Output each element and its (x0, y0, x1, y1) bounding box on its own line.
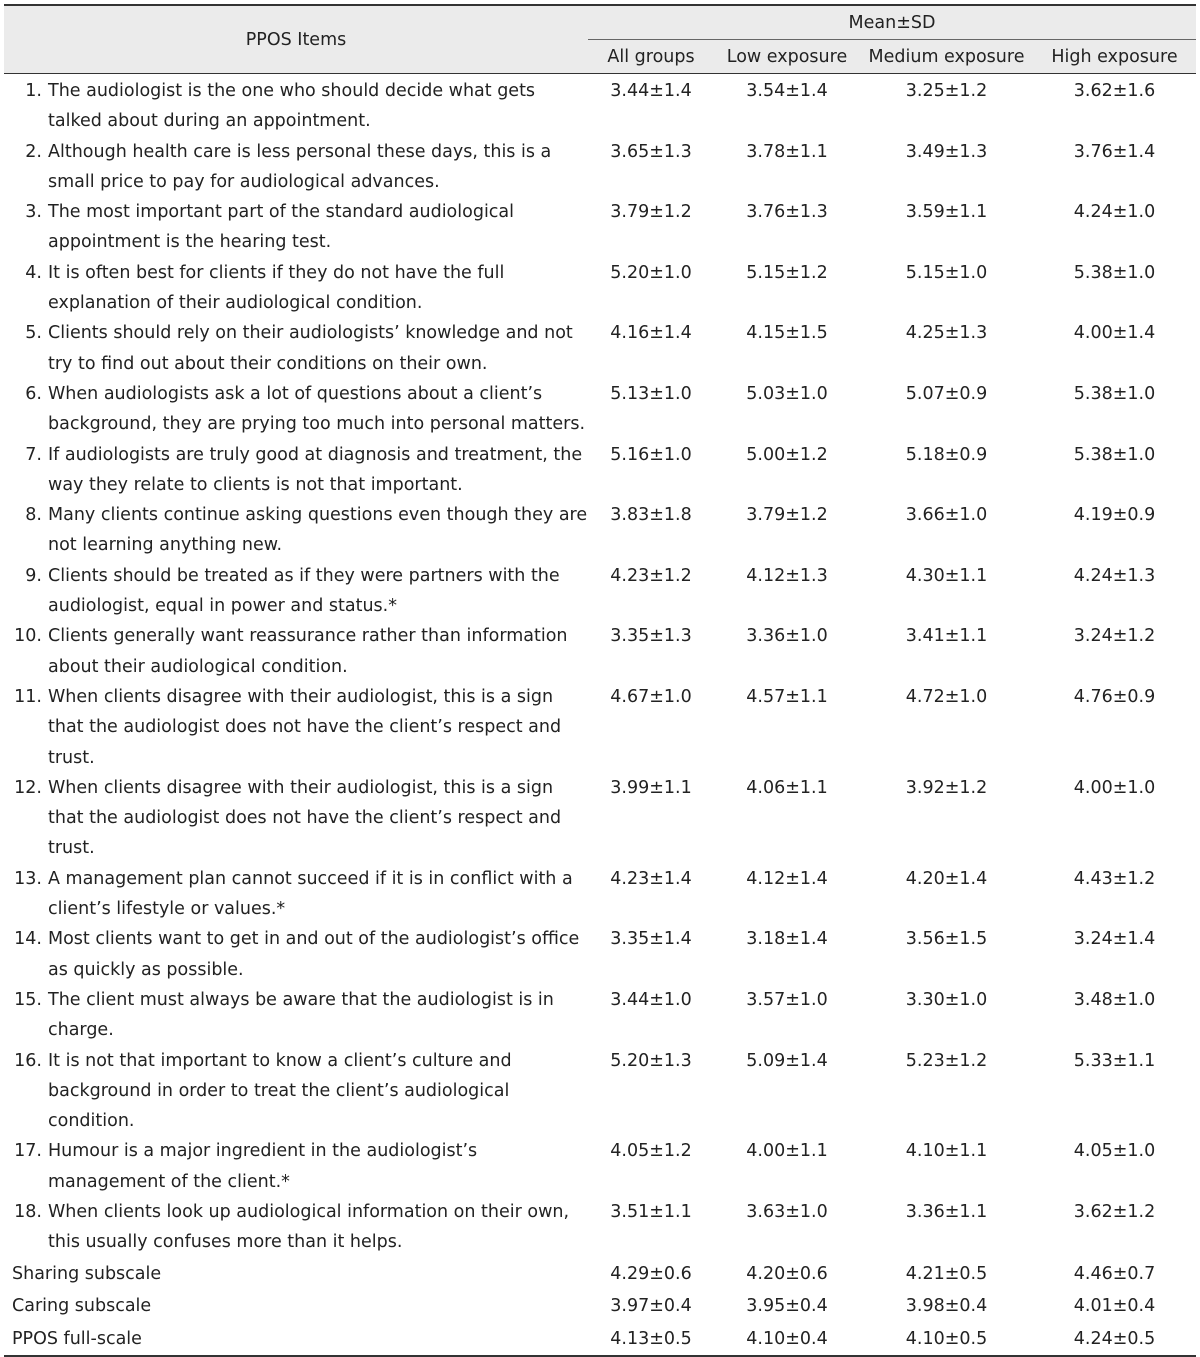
item-wrapper (4, 258, 588, 319)
item-cell (4, 379, 588, 440)
value-cell: 3.35±1.4 (610, 929, 692, 950)
table-row (4, 682, 1196, 773)
value-cell: 4.20±1.4 (905, 868, 988, 889)
value-cell: 4.00±1.1 (746, 1141, 828, 1162)
value-cell: 3.24±1.2 (1073, 626, 1156, 647)
table-row (4, 621, 1196, 682)
value-cell: 4.00±1.4 (1073, 323, 1156, 344)
value-cell: 4.72±1.0 (905, 686, 988, 707)
value-cell: 3.66±1.0 (905, 505, 988, 526)
item-text: Although health care is less personal these days, this is a small price to pay for audiological advances. (48, 141, 552, 192)
table-row (4, 1046, 1196, 1137)
item-cell (4, 1046, 588, 1137)
item-cell (4, 137, 588, 198)
value-cell: 3.48±1.0 (1073, 989, 1156, 1010)
value-cell: 3.65±1.3 (610, 141, 692, 162)
value-cell: 5.20±1.0 (610, 262, 692, 283)
table-row (4, 1197, 1196, 1258)
item-text: Most clients want to get in and out of the audiologist’s office as quickly as possible. (48, 929, 580, 980)
subscale-value-cell: 3.95±0.4 (746, 1296, 828, 1317)
value-cell: 3.44±1.0 (610, 989, 692, 1010)
table-row (4, 864, 1196, 925)
column-header-all-groups: All groups (588, 40, 714, 74)
table-row (4, 985, 1196, 1046)
value-cell: 5.23±1.2 (905, 1050, 988, 1071)
value-cell: 3.25±1.2 (905, 81, 988, 101)
subscale-value-cell: 4.21±0.5 (905, 1263, 988, 1284)
value-cell: 5.15±1.2 (746, 262, 828, 283)
table-row (4, 440, 1196, 501)
column-header-low-exposure: Low exposure (714, 40, 860, 74)
item-text: The client must always be aware that the audiologist is in charge. (48, 989, 554, 1041)
item-cell (4, 864, 588, 925)
table-row (4, 1136, 1196, 1197)
item-number: 12. (14, 777, 42, 798)
item-number: 10. (14, 626, 42, 647)
subscale-value-cell: 4.29±0.6 (610, 1263, 692, 1284)
mean-sd-header: Mean±SD (588, 5, 1196, 40)
item-text: Clients should be treated as if they were partners with the audiologist, equal in power and status.* (48, 565, 560, 617)
subscale-label: PPOS full-scale (4, 1323, 588, 1357)
item-number: 1. (25, 81, 42, 101)
item-wrapper (4, 500, 588, 561)
value-cell: 4.05±1.0 (1073, 1141, 1156, 1162)
value-cell: 5.20±1.3 (610, 1050, 692, 1071)
value-cell: 5.15±1.0 (905, 262, 988, 283)
item-number: 5. (25, 323, 42, 344)
column-header-high-exposure: High exposure (1033, 40, 1196, 74)
table-row (4, 318, 1196, 379)
item-cell (4, 985, 588, 1046)
value-cell: 3.49±1.3 (905, 141, 988, 162)
ppos-table-container (4, 4, 1196, 1357)
item-wrapper (4, 561, 588, 622)
value-cell: 5.16±1.0 (610, 444, 692, 465)
subscale-value-cell: 3.98±0.4 (905, 1296, 988, 1317)
item-wrapper (4, 773, 588, 864)
subscale-value-cell: 4.10±0.5 (860, 1323, 1033, 1357)
item-wrapper (4, 76, 588, 137)
item-text: When clients disagree with their audiologist, this is a sign that the audiologist does not have the client’s respect and trust. (48, 686, 562, 768)
item-text: Clients generally want reassurance rather than information about their audiological condition. (48, 626, 568, 677)
subscale-value-cell: 4.24±0.5 (1033, 1323, 1196, 1357)
item-number: 16. (14, 1050, 42, 1071)
value-cell: 4.16±1.4 (610, 323, 692, 344)
subscale-value-cell: 3.97±0.4 (610, 1296, 692, 1317)
item-number: 8. (25, 505, 42, 526)
value-cell: 5.03±1.0 (746, 383, 828, 404)
value-cell: 3.76±1.3 (746, 202, 828, 223)
item-number: 11. (14, 686, 42, 707)
item-text: Clients should rely on their audiologists’ knowledge and not try to find out about their conditions on their own. (48, 323, 573, 374)
item-wrapper (4, 682, 588, 773)
value-cell: 3.92±1.2 (905, 777, 988, 798)
value-cell: 4.30±1.1 (905, 565, 988, 586)
item-text: The audiologist is the one who should decide what gets talked about during an appointment. (48, 81, 536, 132)
table-body (4, 74, 1196, 1357)
table-row (4, 561, 1196, 622)
value-cell: 4.24±1.0 (1073, 202, 1156, 223)
item-text: When clients disagree with their audiologist, this is a sign that the audiologist does not have the client’s respect and trust. (48, 777, 562, 859)
value-cell: 5.38±1.0 (1073, 262, 1156, 283)
value-cell: 3.59±1.1 (905, 202, 988, 223)
subscale-label: Sharing subscale (12, 1263, 162, 1284)
subscale-row (4, 1290, 1196, 1323)
value-cell: 4.23±1.2 (610, 565, 692, 586)
value-cell: 5.18±0.9 (905, 444, 988, 465)
item-text: If audiologists are truly good at diagnosis and treatment, the way they relate to clients is not that important. (48, 444, 583, 495)
item-wrapper (4, 1136, 588, 1197)
item-wrapper (4, 379, 588, 440)
subscale-value-cell: 4.10±0.4 (714, 1323, 860, 1357)
item-cell (4, 1136, 588, 1197)
item-wrapper (4, 621, 588, 682)
value-cell: 3.57±1.0 (746, 989, 828, 1010)
item-number: 6. (25, 383, 42, 404)
subscale-value-cell: 4.46±0.7 (1073, 1263, 1156, 1284)
item-text: It is often best for clients if they do not have the full explanation of their audiological condition. (48, 262, 505, 314)
item-cell (4, 318, 588, 379)
table-row (4, 773, 1196, 864)
value-cell: 3.78±1.1 (746, 141, 828, 162)
item-number: 9. (25, 565, 42, 586)
subscale-label: Caring subscale (12, 1296, 152, 1317)
table-header (4, 5, 1196, 74)
value-cell: 3.35±1.3 (610, 626, 692, 647)
column-header-medium-exposure: Medium exposure (860, 40, 1033, 74)
items-column-header: PPOS Items (4, 5, 588, 74)
item-text: When audiologists ask a lot of questions about a client’s background, they are prying too much into personal matters. (48, 383, 586, 435)
item-wrapper (4, 318, 588, 379)
table-row (4, 924, 1196, 985)
item-wrapper (4, 1046, 588, 1137)
value-cell: 3.24±1.4 (1073, 929, 1156, 950)
item-text: The most important part of the standard audiological appointment is the hearing test. (48, 202, 515, 253)
table-row (4, 137, 1196, 198)
item-number: 13. (14, 868, 42, 889)
item-number: 15. (14, 989, 42, 1010)
value-cell: 3.99±1.1 (610, 777, 692, 798)
table-row (4, 500, 1196, 561)
value-cell: 4.24±1.3 (1073, 565, 1156, 586)
value-cell: 4.19±0.9 (1073, 505, 1156, 526)
subscale-value-cell: 4.01±0.4 (1073, 1296, 1156, 1317)
value-cell: 5.33±1.1 (1073, 1050, 1156, 1071)
item-cell (4, 773, 588, 864)
value-cell: 4.25±1.3 (905, 323, 988, 344)
table-row (4, 379, 1196, 440)
value-cell: 3.76±1.4 (1073, 141, 1156, 162)
ppos-table (4, 4, 1196, 1357)
item-cell (4, 1197, 588, 1258)
item-cell (4, 621, 588, 682)
item-text: Humour is a major ingredient in the audiologist’s management of the client.* (48, 1141, 478, 1192)
value-cell: 3.56±1.5 (905, 929, 988, 950)
item-wrapper (4, 924, 588, 985)
item-number: 4. (25, 262, 42, 283)
item-cell (4, 561, 588, 622)
value-cell: 4.10±1.1 (905, 1141, 988, 1162)
table-row (4, 74, 1196, 137)
value-cell: 4.43±1.2 (1073, 868, 1156, 889)
item-cell (4, 500, 588, 561)
subscale-value-cell: 4.20±0.6 (746, 1263, 828, 1284)
value-cell: 3.83±1.8 (610, 505, 692, 526)
value-cell: 3.18±1.4 (746, 929, 828, 950)
value-cell: 3.79±1.2 (610, 202, 692, 223)
item-wrapper (4, 985, 588, 1046)
value-cell: 5.09±1.4 (746, 1050, 828, 1071)
value-cell: 4.76±0.9 (1073, 686, 1156, 707)
subscale-row (4, 1258, 1196, 1291)
table-row (4, 258, 1196, 319)
value-cell: 4.23±1.4 (610, 868, 692, 889)
value-cell: 3.36±1.0 (746, 626, 828, 647)
value-cell: 3.36±1.1 (905, 1201, 988, 1222)
item-wrapper (4, 864, 588, 925)
item-cell (4, 258, 588, 319)
value-cell: 4.12±1.4 (746, 868, 828, 889)
subscale-value-cell: 4.13±0.5 (588, 1323, 714, 1357)
value-cell: 5.38±1.0 (1073, 444, 1156, 465)
item-cell (4, 197, 588, 258)
item-wrapper (4, 1197, 588, 1258)
value-cell: 4.12±1.3 (746, 565, 828, 586)
item-number: 3. (25, 202, 42, 223)
item-wrapper (4, 137, 588, 198)
value-cell: 3.79±1.2 (746, 505, 828, 526)
item-cell (4, 74, 588, 137)
item-number: 2. (25, 141, 42, 162)
item-text: A management plan cannot succeed if it is in conflict with a client’s lifestyle or values.* (48, 868, 573, 920)
item-number: 14. (14, 929, 42, 950)
item-wrapper (4, 197, 588, 258)
value-cell: 4.05±1.2 (610, 1141, 692, 1162)
value-cell: 4.00±1.0 (1073, 777, 1156, 798)
item-cell (4, 682, 588, 773)
item-text: When clients look up audiological information on their own, this usually confuses more than it helps. (48, 1201, 570, 1253)
table-row (4, 197, 1196, 258)
value-cell: 3.44±1.4 (610, 81, 692, 101)
value-cell: 4.67±1.0 (610, 686, 692, 707)
item-text: Many clients continue asking questions even though they are not learning anything new. (48, 505, 588, 556)
value-cell: 4.06±1.1 (746, 777, 828, 798)
value-cell: 5.00±1.2 (746, 444, 828, 465)
subscale-row (4, 1323, 1196, 1357)
value-cell: 3.63±1.0 (746, 1201, 828, 1222)
item-number: 7. (25, 444, 42, 465)
item-number: 17. (14, 1141, 42, 1162)
item-number: 18. (14, 1201, 42, 1222)
value-cell: 4.57±1.1 (746, 686, 828, 707)
value-cell: 5.07±0.9 (905, 383, 988, 404)
value-cell: 5.38±1.0 (1073, 383, 1156, 404)
value-cell: 3.62±1.6 (1073, 81, 1156, 101)
value-cell: 3.62±1.2 (1073, 1201, 1156, 1222)
value-cell: 5.13±1.0 (610, 383, 692, 404)
value-cell: 3.41±1.1 (905, 626, 988, 647)
item-text: It is not that important to know a client’s culture and background in order to treat the client’s audiological condition. (48, 1050, 512, 1132)
item-cell (4, 924, 588, 985)
item-cell (4, 440, 588, 501)
value-cell: 4.15±1.5 (746, 323, 828, 344)
value-cell: 3.54±1.4 (746, 81, 828, 101)
value-cell: 3.30±1.0 (905, 989, 988, 1010)
value-cell: 3.51±1.1 (610, 1201, 692, 1222)
item-wrapper (4, 440, 588, 501)
